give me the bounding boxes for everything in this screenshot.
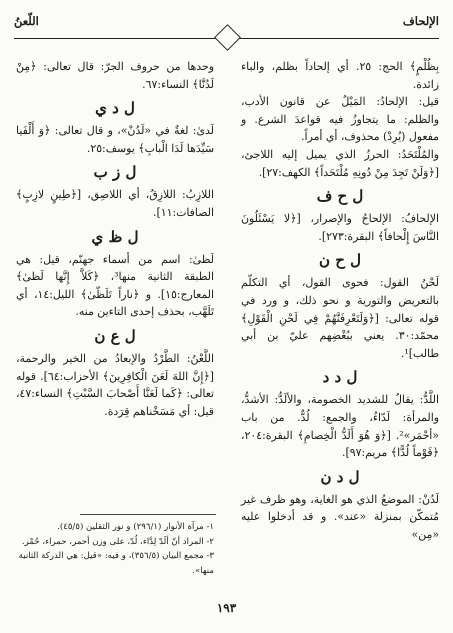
entry-text: لَدُنْ: الموضعُ الذي هو الغاية، وهو ظرف غير مُتمكّن بمنزلة «عند». و قد أدخلوا عليه «مِن» [241, 492, 439, 541]
left-column [16, 58, 214, 420]
entry-text: بِظُلْمٍ﴾ الحج: ٢٥. أي إلحاداً بظلم، والباء زائدة. [241, 60, 440, 91]
entry-text: لَدىٰ: لغةٌ في «لَدُنْ»، و قال تعالى: ﴿وَ أَلْفَيا سَيِّدَها لَدَا الْبابِ﴾ يوسف:٢٥. [16, 124, 214, 155]
entry-text: قيل: الإلحادُ: المَيْلُ عن قانون الأدب، والظلم: ما يتجاوزُ فيه قواعدَ الشرع. و مفعول (يُرِدْ) محذوف، أي أمراً. [241, 95, 439, 144]
root-heading: ل ح ن [318, 251, 362, 270]
running-head-left: اللّعنُ [14, 14, 39, 28]
root-heading: ل د د [322, 368, 358, 387]
entry-text: الإلحافُ: الإلحاحُ والإصرار، [﴿لا يَسْئَلُونَ النَّاسَ إِلْحافاً﴾ البقرة:٢٧٣]. [241, 212, 439, 243]
root-heading: ل د ي [95, 99, 135, 118]
root-heading: ل ظ ي [91, 227, 139, 246]
entry-text: اللازِبُ: اللازِقُ، أي اللاصِق، [﴿طِينٍ لازِبٍ﴾ الصافات:١١]. [16, 188, 214, 219]
entry-text: وحدها من حروف الجرّ: قال تعالى: ﴿مِنْ لَدُنَّا﴾ النساء:٦٧. [16, 60, 214, 91]
entry-text: اللَّعْنُ: الطَّرْدُ والإبعادُ من الخير والرحمة، [﴿إِنَّ اللهَ لَعَنَ الْكافِرِينَ﴾ الأحزاب:٦٤]. قوله تعالى: ﴿كَما لَعَنَّا أَصْحابَ السَّبْتِ﴾ النساء:٤٧، قيل: أي مَسَخْناهم قِرَدة. [16, 351, 214, 418]
entry-text: لَحْنُ القول: فحوى القول، أي التكلّم بالتعريض والتورية و نحو ذلك، و ورد في قوله تعالى: [﴿وَلَتَعْرِفَنَّهُمْ فِي لَحْنِ الْقَوْلِ﴾ محمّد:٣٠. يعني ببُغْضِهم عليّ بن أبي طالب]¹. [241, 276, 439, 360]
footnote-separator [80, 514, 216, 515]
running-head-right: الإلحاف [402, 14, 439, 28]
root-heading: ل ز ب [93, 163, 137, 182]
root-heading: ل ح ف [316, 187, 364, 206]
footnotes [16, 520, 214, 578]
root-heading: ل ع ن [94, 326, 136, 345]
right-column [241, 58, 439, 543]
footnote: ٣- مجمع البيان (٣٥٦/٥)، و فيه: «قيل: هي الدركة الثانية منها». [18, 551, 214, 576]
entry-text: لَظىٰ: اسم من أسماء جهنّم، قيل: هي الطبقة الثانية منها³، ﴿كَلاَّ إِنَّها لَظىٰ﴾ المعارج:١٥]. و ﴿ناراً تَلَظّىٰ﴾ الليل:١٤، أي تَلَهَّب، بحذف إحدى التاءين منه. [16, 252, 215, 319]
entry-text: والمُلْتَحَدُ: الحرزُ الذي يميل إليه اللاجئ، [﴿وَلَنْ تَجِدَ مِنْ دُونِهِ مُلْتَحَداً﴾ الكهف:٢٧]. [241, 147, 439, 179]
footnote: ٢- المراد أنّ ألَدّ لِدَّاء، لُدّ، على وزن أحمر، حمراء، حُمْر. [21, 536, 214, 547]
header-diamond-ornament [214, 24, 241, 51]
footnote: ١- مرآة الأنوار (٢٩٦/١) و نور الثقلين (٤٥/٥). [57, 522, 214, 532]
page-number: ١٩٣ [216, 601, 237, 615]
entry-text: اللَّدُّ: يقالُ للشديد الخصومة، والألَدُّ: الأشدُّ، والمرأة: لَدّاءُ، والجمع: لُدٌّ. من باب «أحْمَر»². [﴿وَ هُوَ أَلَدُّ الْخِصامِ﴾ البقرة:٢٠٤، ﴿قَوْماً لُدًّا﴾ مريم:٩٧]. [241, 393, 439, 460]
root-heading: ل د ن [320, 467, 360, 486]
page-header [14, 14, 439, 38]
